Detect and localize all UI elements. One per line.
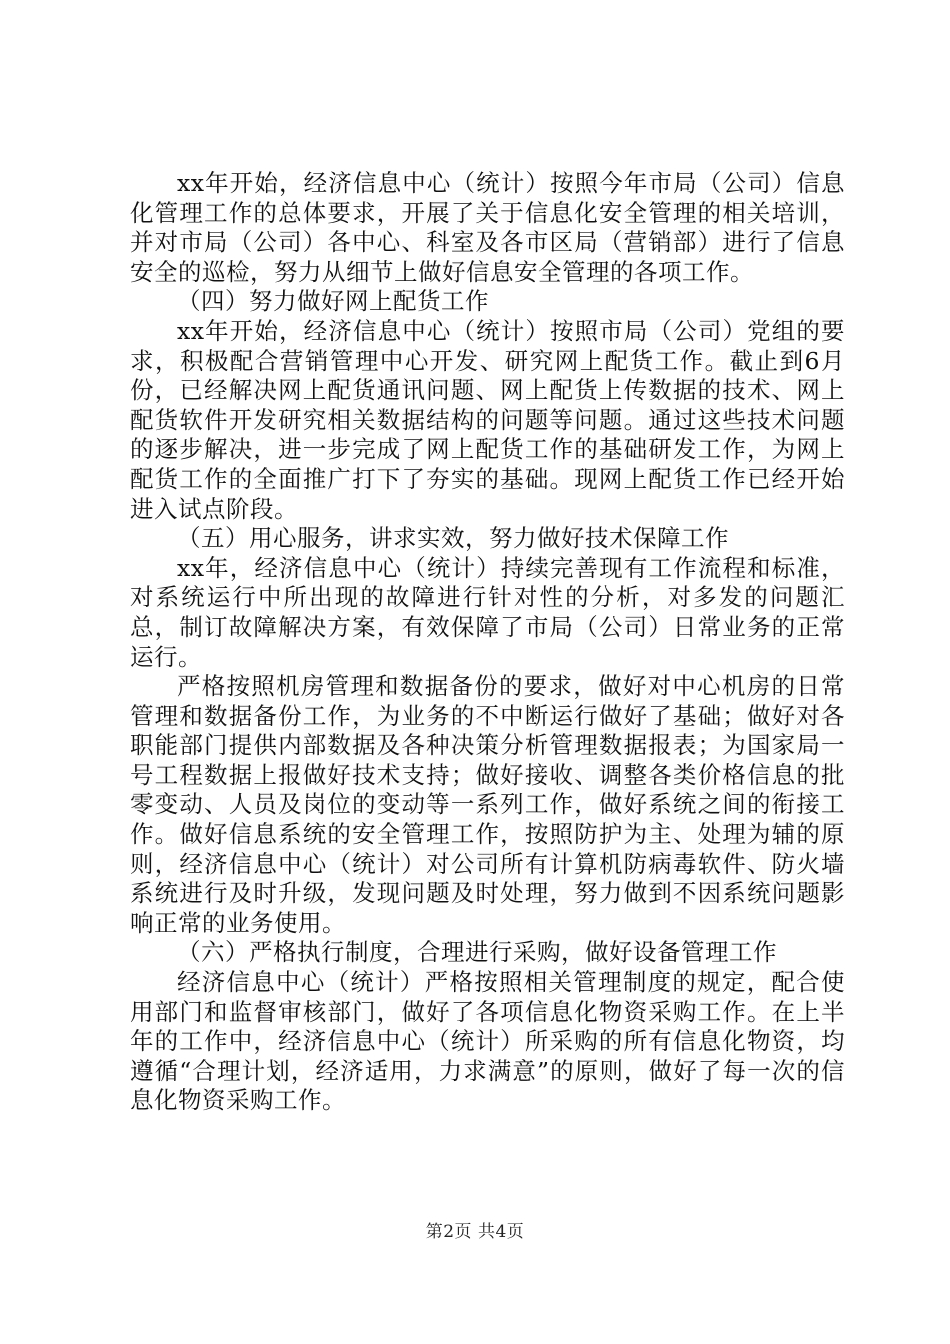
section-heading-technical-support: （五）用心服务，讲求实效，努力做好技术保障工作 [177,524,729,553]
document-body [130,169,845,1116]
section-heading-online-distribution: （四）努力做好网上配货工作 [177,287,489,316]
paragraph-infosec-training: xx年开始，经济信息中心（统计）按照今年市局（公司）信息化管理工作的总体要求，开展了关于信息化安全管理的相关培训，并对市局（公司）各中心、科室及各市区局（营销部）进行了信息安全的巡检，努力从细节上做好信息安全管理的各项工作。 [130,169,845,286]
paragraph-workflow-improvement: xx年，经济信息中心（统计）持续完善现有工作流程和标准，对系统运行中所出现的故障进行针对性的分析，对多发的问题汇总，制订故障解决方案，有效保障了市局（公司）日常业务的正常运行。 [130,553,845,671]
paragraph-datacenter-management: 严格按照机房管理和数据备份的要求，做好对中心机房的日常管理和数据备份工作，为业务的不中断运行做好了基础；做好对各职能部门提供内部数据及各种决策分析管理数据报表；为国家局一号工程数据上报做好技术支持；做好接收、调整各类价格信息的批零变动、人员及岗位的变动等一系列工作，做好系统之间的衔接工作。做好信息系统的安全管理工作，按照防护为主、处理为辅的原则，经济信息中心（统计）对公司所有计算机防病毒软件、防火墙系统进行及时升级，发现问题及时处理，努力做到不因系统问题影响正常的业务使用。 [130,672,845,937]
paragraph-online-distribution: xx年开始，经济信息中心（统计）按照市局（公司）党组的要求，积极配合营销管理中心开发、研究网上配货工作。截止到6月份，已经解决网上配货通讯问题、网上配货上传数据的技术、网上配货软件开发研究相关数据结构的问题等问题。通过这些技术问题的逐步解决，进一步完成了网上配货工作的基础研发工作，为网上配货工作的全面推广打下了夯实的基础。现网上配货工作已经开始进入试点阶段。 [130,316,845,523]
section-heading-procurement: （六）严格执行制度，合理进行采购，做好设备管理工作 [177,938,777,967]
paragraph-procurement: 经济信息中心（统计）严格按照相关管理制度的规定，配合使用部门和监督审核部门，做好了各项信息化物资采购工作。在上半年的工作中，经济信息中心（统计）所采购的所有信息化物资，均遵循“合理计划，经济适用，力求满意”的原则，做好了每一次的信息化物资采购工作。 [130,968,845,1115]
page-number-footer: 第2页 共4页 [425,1222,525,1242]
